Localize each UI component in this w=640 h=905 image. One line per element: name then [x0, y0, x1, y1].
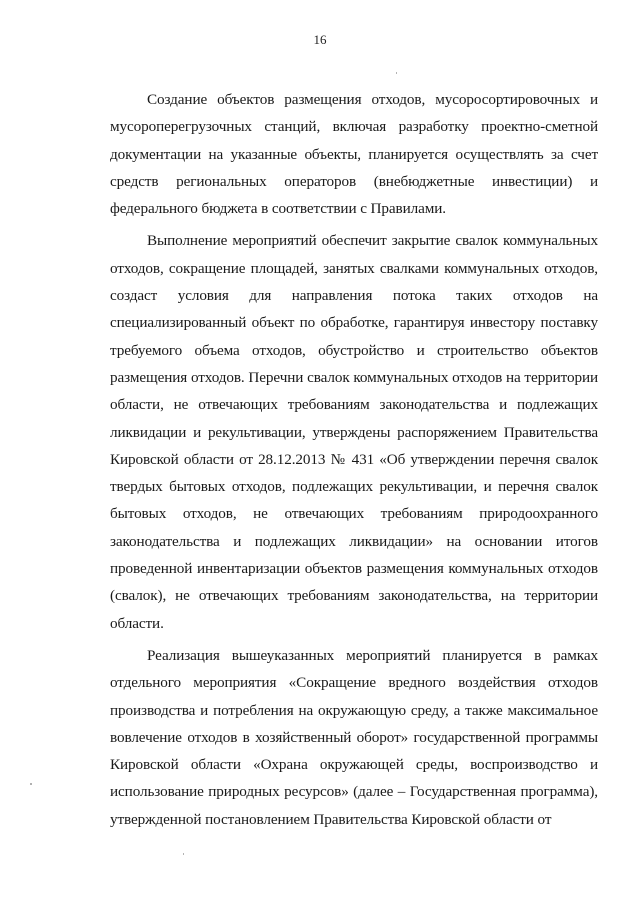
scan-speck: [183, 853, 184, 855]
paragraph-waste-facilities: Создание объектов размещения отходов, мусоросортировочных и мусороперегрузочных станций, включая разработку проектно-сметной документации на указанные объекты, планируется осуществлять за счет средств региональных операторов (внебюджетные инвестиции) и федерального бюджета в соответствии с Правилами.: [110, 91, 598, 218]
page-number: 16: [313, 32, 327, 47]
paragraph-landfill-closure: Выполнение мероприятий обеспечит закрытие свалок коммунальных отходов, сокращение площадей, занятых свалками коммунальных отходов, создаст условия для направления потока таких отходов на специализированный объект по обработке, гарантируя инвестору поставку требуемого объема отходов, обустройство и строительство объектов размещения отходов. Перечни свалок коммунальных отходов на территории области, не отвечающих требованиям законодательства и подлежащих ликвидации и рекультивации, утверждены распоряжением Правительства Кировской области от 28.12.2013 № 431 «Об утверждении перечня свалок твердых бытовых отходов, подлежащих рекультивации, и перечня свалок бытовых отходов, не отвечающих требованиям природоохранного законодательства и подлежащих ликвидации» на основании итогов проведенной инвентаризации объектов размещения коммунальных отходов (свалок), не отвечающих требованиям законодательства, на территории области.: [110, 232, 598, 632]
scan-speck: [30, 783, 32, 785]
document-body: [110, 86, 598, 833]
scan-speck: [396, 72, 397, 74]
paragraph-state-program: Реализация вышеуказанных мероприятий планируется в рамках отдельного мероприятия «Сокращение вредного воздействия отходов производства и потребления на окружающую среду, а также максимальное вовлечение отходов в хозяйственный оборот» государственной программы Кировской области «Охрана окружающей среды, воспроизводство и использование природных ресурсов» (далее – Государственная программа), утвержденной постановлением Правительства Кировской области от: [110, 646, 598, 828]
